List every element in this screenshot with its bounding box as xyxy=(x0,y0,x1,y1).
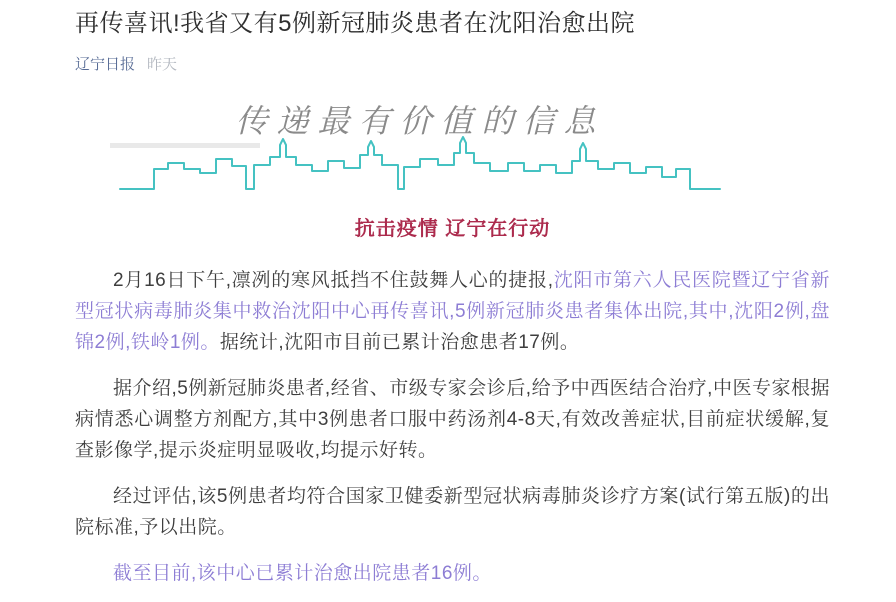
campaign-slogan: 抗击疫情 辽宁在行动 xyxy=(354,218,551,240)
link-text-run[interactable]: 沈阳市第六人民医院暨辽宁省新型冠状病毒肺炎集中救治沈阳中心再传喜讯,5例新冠肺炎患者集体出院,其中,沈阳2例,盘锦2例,铁岭1例。 xyxy=(75,270,830,353)
byline xyxy=(75,55,830,75)
link-text-run[interactable]: 截至目前,该中心已累计治愈出院患者16例。 xyxy=(113,563,492,584)
banner-image[interactable] xyxy=(120,93,720,193)
text-run: 据统计,沈阳市目前已累计治愈患者17例。 xyxy=(219,332,580,353)
article-body xyxy=(75,265,830,589)
paragraph xyxy=(75,558,830,589)
byline-timestamp: 昨天 xyxy=(147,56,178,73)
paragraph xyxy=(75,373,830,466)
page-title: 再传喜讯!我省又有5例新冠肺炎患者在沈阳治愈出院 xyxy=(75,10,636,37)
banner-gray-band xyxy=(110,143,260,148)
text-run: 2月16日下午,凛冽的寒风抵挡不住鼓舞人心的捷报, xyxy=(113,270,554,291)
clipped-text-top xyxy=(75,0,830,3)
text-run: 经过评估,该5例患者均符合国家卫健委新型冠状病毒肺炎诊疗方案(试行第五版)的出院标准,予以出院。 xyxy=(75,486,830,538)
paragraph xyxy=(75,265,830,358)
text-run: 据介绍,5例新冠肺炎患者,经省、市级专家会诊后,给予中西医结合治疗,中医专家根据病情悉心调整方剂配方,其中3例患者口服中药汤剂4-8天,有效改善症状,目前症状缓解,复查影像学,提示炎症明显吸收,均提示好转。 xyxy=(75,378,830,461)
banner-slogan-text: 传递最有价值的信息 xyxy=(235,102,605,140)
byline-source-link[interactable]: 辽宁日报 xyxy=(75,56,136,73)
paragraph xyxy=(75,481,830,543)
